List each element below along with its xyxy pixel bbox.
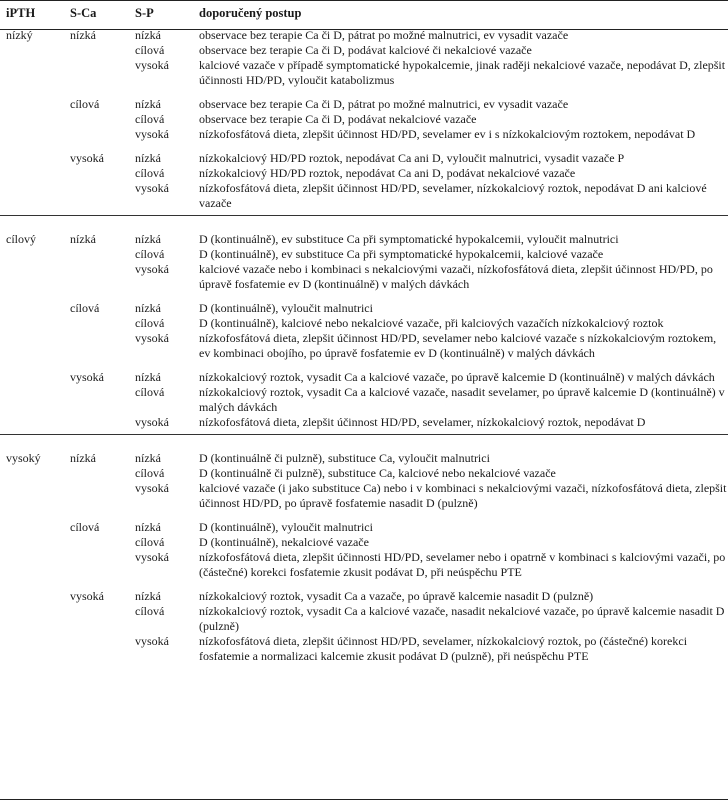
table-row bbox=[0, 535, 728, 550]
postup-cell: nízkofosfátová dieta, zlepšit účinnost HD/PD, sevelamer, nízkokalciový roztok, po (částečné) korekci fosfatemie a normalizaci kalcemie zkusit podávat D (pulzně), při neúspěchu PTE bbox=[199, 634, 688, 663]
table-row bbox=[0, 127, 728, 142]
table-row bbox=[0, 385, 728, 415]
ipth-cell bbox=[0, 247, 70, 262]
sp-cell: vysoká bbox=[135, 550, 169, 564]
sp-cell: vysoká bbox=[135, 481, 169, 495]
table-row bbox=[0, 43, 728, 58]
sp-cell: nízká bbox=[135, 301, 161, 315]
postup-cell: kalciové vazače v případě symptomatické hypokalcemie, jinak raději nekalciové vazače, nepodávat D, zlepšit účinnosti HD/PD, vyloučit katabolizmus bbox=[199, 58, 726, 87]
sca-cell: vysoká bbox=[70, 151, 104, 165]
sca-cell bbox=[70, 181, 135, 211]
postup-cell: D (kontinuálně), vyloučit malnutrici bbox=[199, 520, 373, 534]
treatment-table bbox=[0, 6, 728, 664]
table-row bbox=[0, 97, 728, 112]
sca-cell: vysoká bbox=[70, 370, 104, 384]
sca-cell bbox=[70, 604, 135, 634]
postup-cell: kalciové vazače nebo i kombinaci s nekalciovými vazači, nízkofosfátová dieta, zlepšit účinnost HD/PD, po úpravě fosfatemie ev D (kontinuálně) v malých dávkách bbox=[199, 262, 713, 291]
sp-cell: cílová bbox=[135, 535, 165, 549]
postup-cell: nízkofosfátová dieta, zlepšit účinnost HD/PD, sevelamer, nízkokalciový roztok, nepodávat D bbox=[199, 415, 646, 429]
table-row bbox=[0, 481, 728, 511]
subgroup-spacer bbox=[0, 580, 728, 589]
postup-cell: nízkokalciový roztok, vysadit Ca a kalciové vazače, po úpravě kalcemie D (kontinuálně) v malých dávkách bbox=[199, 370, 715, 384]
ipth-cell bbox=[0, 127, 70, 142]
ipth-cell bbox=[0, 151, 70, 166]
group-spacer bbox=[0, 439, 728, 451]
sca-cell bbox=[70, 550, 135, 580]
subgroup-spacer bbox=[0, 511, 728, 520]
table-row bbox=[0, 28, 728, 43]
ipth-cell: cílový bbox=[6, 232, 36, 246]
postup-cell: nízkokalciový roztok, vysadit Ca a kalciové vazače, nasadit sevelamer, po úpravě kalcemie D (kontinuálně) v malých dávkách bbox=[199, 385, 725, 414]
sp-cell: cílová bbox=[135, 316, 165, 330]
sp-cell: vysoká bbox=[135, 127, 169, 141]
postup-cell: D (kontinuálně či pulzně), substituce Ca, vyloučit malnutrici bbox=[199, 451, 490, 465]
sp-cell: cílová bbox=[135, 466, 165, 480]
header-postup: doporučený postup bbox=[199, 6, 302, 20]
postup-cell: nízkokalciový HD/PD roztok, nepodávat Ca ani D, vyloučit malnutrici, vysadit vazače P bbox=[199, 151, 625, 165]
sp-cell: nízká bbox=[135, 520, 161, 534]
sp-cell: vysoká bbox=[135, 634, 169, 648]
sp-cell: nízká bbox=[135, 370, 161, 384]
table-row bbox=[0, 370, 728, 385]
postup-cell: nízkofosfátová dieta, zlepšit účinnost HD/PD, sevelamer, nízkokalciový roztok, nepodávat D ani kalciové vazače bbox=[199, 181, 707, 210]
sca-cell bbox=[70, 415, 135, 430]
sp-cell: vysoká bbox=[135, 331, 169, 345]
top-rule bbox=[0, 0, 728, 1]
ipth-cell bbox=[0, 415, 70, 430]
ipth-cell bbox=[0, 97, 70, 112]
sp-cell: nízká bbox=[135, 451, 161, 465]
sca-cell bbox=[70, 466, 135, 481]
table-row bbox=[0, 466, 728, 481]
table-row bbox=[0, 634, 728, 664]
ipth-cell bbox=[0, 58, 70, 88]
ipth-cell bbox=[0, 166, 70, 181]
subgroup-spacer bbox=[0, 361, 728, 370]
table-body bbox=[0, 28, 728, 664]
ipth-cell bbox=[0, 550, 70, 580]
sca-cell: cílová bbox=[70, 97, 100, 111]
header-sca: S-Ca bbox=[70, 6, 97, 20]
header-ipth: iPTH bbox=[6, 6, 36, 20]
ipth-cell bbox=[0, 181, 70, 211]
table-header-row bbox=[0, 6, 728, 28]
ipth-cell bbox=[0, 262, 70, 292]
sca-cell bbox=[70, 331, 135, 361]
postup-cell: observace bez terapie Ca či D, pátrat po možné malnutrici, ev vysadit vazače bbox=[199, 97, 569, 111]
sca-cell bbox=[70, 316, 135, 331]
sca-cell: cílová bbox=[70, 520, 100, 534]
sca-cell bbox=[70, 247, 135, 262]
postup-cell: nízkofosfátová dieta, zlepšit účinnosti HD/PD, sevelamer nebo i opatrně v kombinaci s kalciovými vazači, po (částečné) korekci fosfatemie zkusit podávat D, při neúspěchu PTE bbox=[199, 550, 726, 579]
sp-cell: cílová bbox=[135, 112, 165, 126]
postup-cell: nízkokalciový roztok, vysadit Ca a kalciové vazače, nasadit nekalciové vazače, po úpravě kalcemie nasadit D (pulzně) bbox=[199, 604, 725, 633]
sp-cell: vysoká bbox=[135, 262, 169, 276]
sp-cell: vysoká bbox=[135, 181, 169, 195]
table-row bbox=[0, 331, 728, 361]
sp-cell: cílová bbox=[135, 166, 165, 180]
sca-cell bbox=[70, 43, 135, 58]
ipth-cell bbox=[0, 520, 70, 535]
table-row bbox=[0, 589, 728, 604]
ipth-cell bbox=[0, 634, 70, 664]
subgroup-spacer bbox=[0, 292, 728, 301]
postup-cell: D (kontinuálně), kalciové nebo nekalciové vazače, při kalciových vazačích nízkokalciový roztok bbox=[199, 316, 664, 330]
ipth-cell bbox=[0, 589, 70, 604]
table-row bbox=[0, 166, 728, 181]
group-spacer bbox=[0, 220, 728, 232]
sp-cell: vysoká bbox=[135, 58, 169, 72]
group-separator bbox=[0, 211, 728, 220]
sp-cell: cílová bbox=[135, 247, 165, 261]
sp-cell: cílová bbox=[135, 43, 165, 57]
sca-cell bbox=[70, 481, 135, 511]
postup-cell: observace bez terapie Ca či D, pátrat po možné malnutrici, ev vysadit vazače bbox=[199, 28, 569, 42]
sp-cell: nízká bbox=[135, 28, 161, 42]
table-row bbox=[0, 415, 728, 430]
table-row bbox=[0, 181, 728, 211]
postup-cell: observace bez terapie Ca či D, podávat kalciové či nekalciové vazače bbox=[199, 43, 532, 57]
table-row bbox=[0, 232, 728, 247]
postup-cell: nízkokalciový HD/PD roztok, nepodávat Ca ani D, podávat nekalciové vazače bbox=[199, 166, 576, 180]
postup-cell: kalciové vazače (i jako substituce Ca) nebo i v kombinaci s nekalciovými vazači, nízkofosfátová dieta, zlepšit účinnost HD/PD, po úpravě fosfatemie nasadit D (pulzně) bbox=[199, 481, 727, 510]
subgroup-spacer bbox=[0, 88, 728, 97]
sca-cell bbox=[70, 634, 135, 664]
postup-cell: nízkofosfátová dieta, zlepšit účinnost HD/PD, sevelamer nebo kalciové vazače s nízkokalciovým roztokem, ev kombinaci obojího, po úpravě fosfatemie ev D (kontinuálně) v malých dávkách bbox=[199, 331, 717, 360]
ipth-cell bbox=[0, 43, 70, 58]
header-sp: S-P bbox=[135, 6, 154, 20]
table-row bbox=[0, 247, 728, 262]
sca-cell bbox=[70, 127, 135, 142]
postup-cell: D (kontinuálně či pulzně), substituce Ca, kalciové nebo nekalciové vazače bbox=[199, 466, 556, 480]
ipth-cell: vysoký bbox=[6, 451, 41, 465]
subgroup-spacer bbox=[0, 142, 728, 151]
group-separator bbox=[0, 430, 728, 439]
table-row bbox=[0, 604, 728, 634]
sp-cell: nízká bbox=[135, 97, 161, 111]
sca-cell bbox=[70, 385, 135, 415]
sca-cell bbox=[70, 262, 135, 292]
sca-cell bbox=[70, 58, 135, 88]
table-row bbox=[0, 301, 728, 316]
table-row bbox=[0, 112, 728, 127]
postup-cell: D (kontinuálně), ev substituce Ca při symptomatické hypokalcemii, vyloučit malnutrici bbox=[199, 232, 619, 246]
ipth-cell: nízký bbox=[6, 28, 33, 42]
postup-cell: nízkofosfátová dieta, zlepšit účinnost HD/PD, sevelamer ev i s nízkokalciovým roztokem, nepodávat D bbox=[199, 127, 696, 141]
ipth-cell bbox=[0, 316, 70, 331]
postup-cell: observace bez terapie Ca či D, podávat nekalciové vazače bbox=[199, 112, 477, 126]
sp-cell: nízká bbox=[135, 232, 161, 246]
sca-cell: cílová bbox=[70, 301, 100, 315]
sca-cell: vysoká bbox=[70, 589, 104, 603]
table-row bbox=[0, 316, 728, 331]
table-row bbox=[0, 550, 728, 580]
sca-cell bbox=[70, 535, 135, 550]
postup-cell: D (kontinuálně), ev substituce Ca při symptomatické hypokalcemii, kalciové vazače bbox=[199, 247, 604, 261]
sca-cell: nízká bbox=[70, 232, 96, 246]
sca-cell bbox=[70, 166, 135, 181]
sp-cell: cílová bbox=[135, 385, 165, 399]
table-row bbox=[0, 58, 728, 88]
sp-cell: cílová bbox=[135, 604, 165, 618]
table-row bbox=[0, 151, 728, 166]
ipth-cell bbox=[0, 481, 70, 511]
sp-cell: nízká bbox=[135, 589, 161, 603]
postup-cell: nízkokalciový roztok, vysadit Ca a vazače, po úpravě kalcemie nasadit D (pulzně) bbox=[199, 589, 594, 603]
sca-cell: nízká bbox=[70, 451, 96, 465]
sca-cell: nízká bbox=[70, 28, 96, 42]
sp-cell: vysoká bbox=[135, 415, 169, 429]
postup-cell: D (kontinuálně), nekalciové vazače bbox=[199, 535, 369, 549]
ipth-cell bbox=[0, 112, 70, 127]
table-row bbox=[0, 262, 728, 292]
sp-cell: nízká bbox=[135, 151, 161, 165]
table-row bbox=[0, 520, 728, 535]
ipth-cell bbox=[0, 385, 70, 415]
ipth-cell bbox=[0, 604, 70, 634]
postup-cell: D (kontinuálně), vyloučit malnutrici bbox=[199, 301, 373, 315]
ipth-cell bbox=[0, 331, 70, 361]
sca-cell bbox=[70, 112, 135, 127]
ipth-cell bbox=[0, 370, 70, 385]
ipth-cell bbox=[0, 301, 70, 316]
ipth-cell bbox=[0, 535, 70, 550]
ipth-cell bbox=[0, 466, 70, 481]
table-row bbox=[0, 451, 728, 466]
